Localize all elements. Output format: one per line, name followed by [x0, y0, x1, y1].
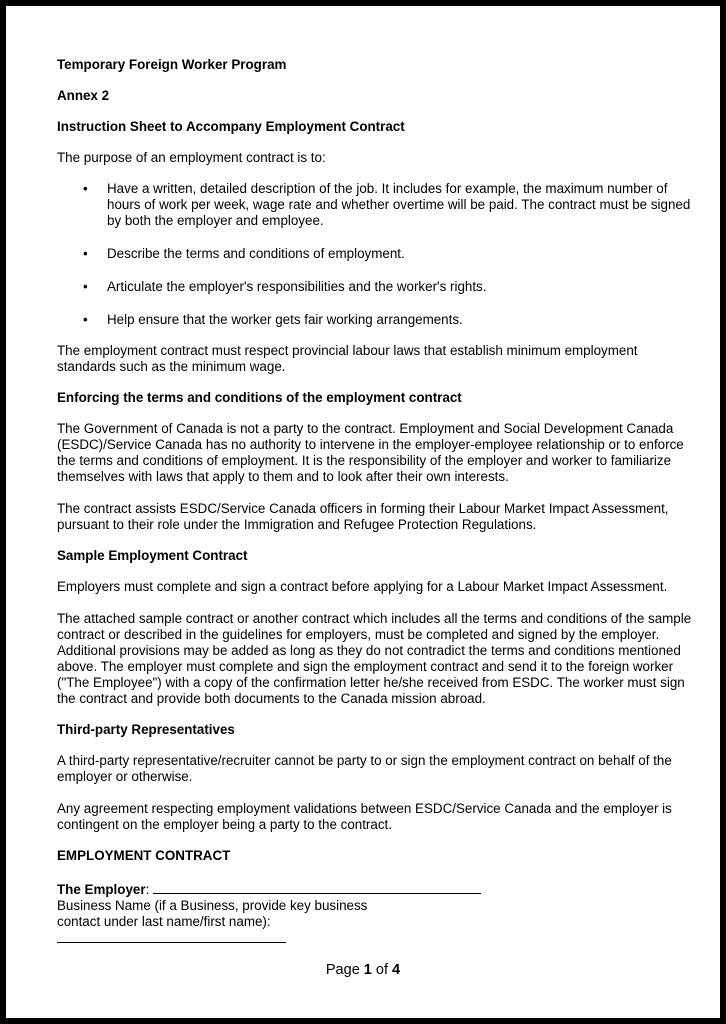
bullet-icon: •	[83, 181, 88, 196]
sample-paragraph: The attached sample contract or another contract which includes all the terms and conditions of the sample contract or described in the guidelines for employers, must be completed and signed by the employer. Additional provisions may be added as long as they do not contradict the terms and conditions mentioned above. The employer must complete and sign the employment contract and send it to the foreign worker ("The Employee") with a copy of the confirmation letter he/she received from ESDC. The worker must sign the contract and provide both documents to the Canada mission abroad.	[57, 611, 692, 706]
purpose-bullet-text: Have a written, detailed description of the job. It includes for example, the maximum number of hours of work per week, wage rate and whether overtime will be paid. The contract must be signed by both the employer and employee.	[107, 181, 691, 228]
bullet-icon: •	[83, 279, 88, 294]
third-party-paragraph: Any agreement respecting employment validations between ESDC/Service Canada and the employer is contingent on the employer being a party to the contract.	[57, 801, 672, 832]
employer-blank-line	[153, 881, 481, 894]
sample-contract-heading: Sample Employment Contract	[57, 548, 248, 563]
third-party-paragraph: A third-party representative/recruiter cannot be party to or sign the employment contract on behalf of the employer or otherwise.	[57, 753, 672, 784]
bullet-icon: •	[83, 246, 88, 261]
enforcing-paragraph: The contract assists ESDC/Service Canada officers in forming their Labour Market Impact Assessment, pursuant to their role under the Immigration and Refugee Protection Regulations.	[57, 501, 669, 532]
employment-contract-heading: EMPLOYMENT CONTRACT	[57, 848, 231, 863]
program-title: Temporary Foreign Worker Program	[57, 57, 287, 72]
purpose-bullet-item	[57, 181, 697, 229]
enforcing-paragraph: The Government of Canada is not a party to the contract. Employment and Social Development Canada (ESDC)/Service Canada has no authority to intervene in the employer-employee relationship or to enforce the terms and conditions of employment. It is the responsibility of the employer and worker to familiarize themselves with laws that apply to them and to look after their own interests.	[57, 421, 684, 484]
purpose-bullet-item	[57, 312, 697, 328]
labour-laws-paragraph: The employment contract must respect provincial labour laws that establish minimum employment standards such as the minimum wage.	[57, 343, 638, 374]
business-name-label: contact under last name/first name):	[57, 914, 271, 929]
page-word: Page	[325, 962, 360, 978]
page-footer	[6, 962, 720, 978]
sample-paragraph: Employers must complete and sign a contract before applying for a Labour Market Impact Assessment.	[57, 579, 668, 594]
purpose-bullet-text: Articulate the employer's responsibilities and the worker's rights.	[107, 279, 487, 294]
document-page	[6, 6, 720, 1018]
page-current: 1	[363, 962, 372, 978]
document-body	[57, 57, 697, 943]
business-name-label: Business Name (if a Business, provide key business	[57, 898, 368, 913]
third-party-heading: Third-party Representatives	[57, 722, 235, 737]
purpose-intro: The purpose of an employment contract is to:	[57, 150, 326, 165]
purpose-bullet-text: Describe the terms and conditions of employment.	[107, 246, 405, 261]
purpose-bullet-item	[57, 246, 697, 262]
purpose-bullet-list	[57, 181, 697, 328]
page-total: 4	[392, 962, 401, 978]
purpose-bullet-item	[57, 279, 697, 295]
bullet-icon: •	[83, 312, 88, 327]
business-name-blank-line	[57, 934, 286, 943]
annex-label: Annex 2	[57, 88, 110, 103]
employer-field	[57, 881, 697, 898]
enforcing-heading: Enforcing the terms and conditions of the employment contract	[57, 390, 462, 405]
employer-colon: :	[145, 882, 150, 897]
purpose-bullet-text: Help ensure that the worker gets fair working arrangements.	[107, 312, 463, 327]
instruction-heading: Instruction Sheet to Accompany Employment Contract	[57, 119, 405, 134]
employer-label: The Employer	[57, 882, 146, 897]
page-of: of	[375, 962, 388, 978]
